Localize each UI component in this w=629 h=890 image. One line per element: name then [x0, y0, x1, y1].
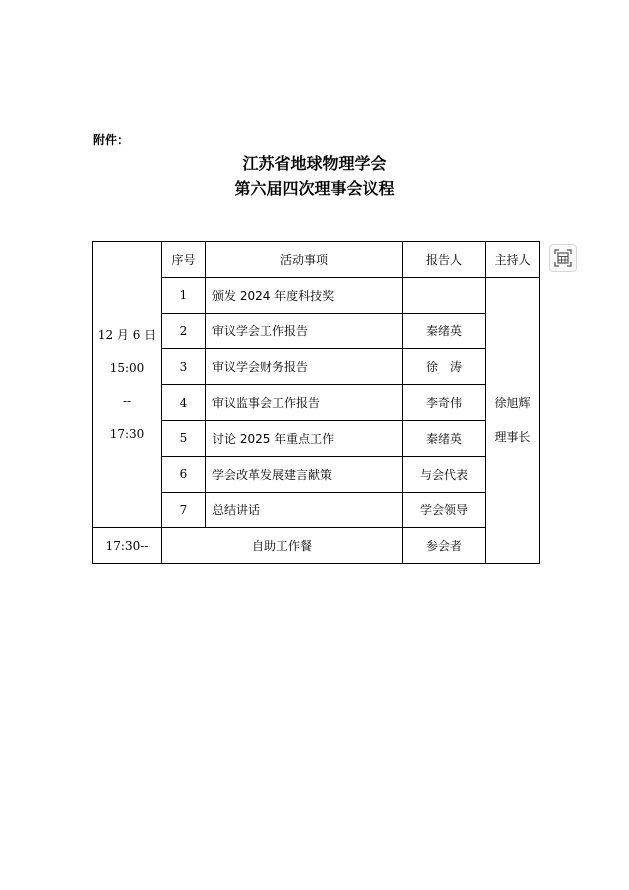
header-item: 活动事项 — [206, 242, 403, 278]
row-item: 审议学会财务报告 — [206, 349, 403, 385]
agenda-table — [92, 241, 540, 564]
agenda-start-time: 15:00 — [109, 360, 145, 375]
row-seq: 7 — [162, 492, 206, 528]
table-extract-icon — [554, 249, 572, 267]
row-seq: 4 — [162, 385, 206, 421]
row-reporter: 学会领导 — [403, 492, 486, 528]
time-block-cell — [93, 242, 162, 528]
row-seq: 1 — [162, 277, 206, 313]
row-reporter: 秦绪英 — [403, 420, 486, 456]
row-item: 讨论 2025 年重点工作 — [206, 420, 403, 456]
host-title: 理事长 — [494, 430, 531, 445]
row-item: 审议监事会工作报告 — [206, 385, 403, 421]
header-host: 主持人 — [486, 242, 540, 278]
agenda-time-dash: -- — [122, 393, 132, 408]
row-reporter: 秦绪英 — [403, 313, 486, 349]
document-title: 江苏省地球物理学会 — [242, 154, 387, 173]
row-reporter — [403, 277, 486, 313]
last-row-item: 自助工作餐 — [162, 528, 403, 564]
table-extract-button[interactable] — [549, 244, 577, 272]
document-subtitle: 第六届四次理事会议程 — [234, 179, 395, 198]
table-row-last — [93, 528, 540, 564]
row-seq: 2 — [162, 313, 206, 349]
host-cell — [486, 277, 540, 563]
row-seq: 5 — [162, 420, 206, 456]
row-seq: 6 — [162, 456, 206, 492]
host-name: 徐旭辉 — [494, 396, 531, 411]
table-header-row — [93, 242, 540, 278]
row-item: 总结讲话 — [206, 492, 403, 528]
agenda-date: 12 月 6 日 — [97, 327, 157, 342]
header-seq: 序号 — [162, 242, 206, 278]
row-item: 颁发 2024 年度科技奖 — [206, 277, 403, 313]
row-reporter: 徐 涛 — [403, 349, 486, 385]
row-item: 审议学会工作报告 — [206, 313, 403, 349]
row-seq: 3 — [162, 349, 206, 385]
row-reporter: 李奇伟 — [403, 385, 486, 421]
agenda-end-time: 17:30 — [109, 426, 145, 441]
attachment-label: 附件： — [93, 133, 130, 147]
last-row-reporter: 参会者 — [403, 528, 486, 564]
row-reporter: 与会代表 — [403, 456, 486, 492]
row-item: 学会改革发展建言献策 — [206, 456, 403, 492]
last-row-time: 17:30-- — [93, 528, 162, 564]
header-reporter: 报告人 — [403, 242, 486, 278]
